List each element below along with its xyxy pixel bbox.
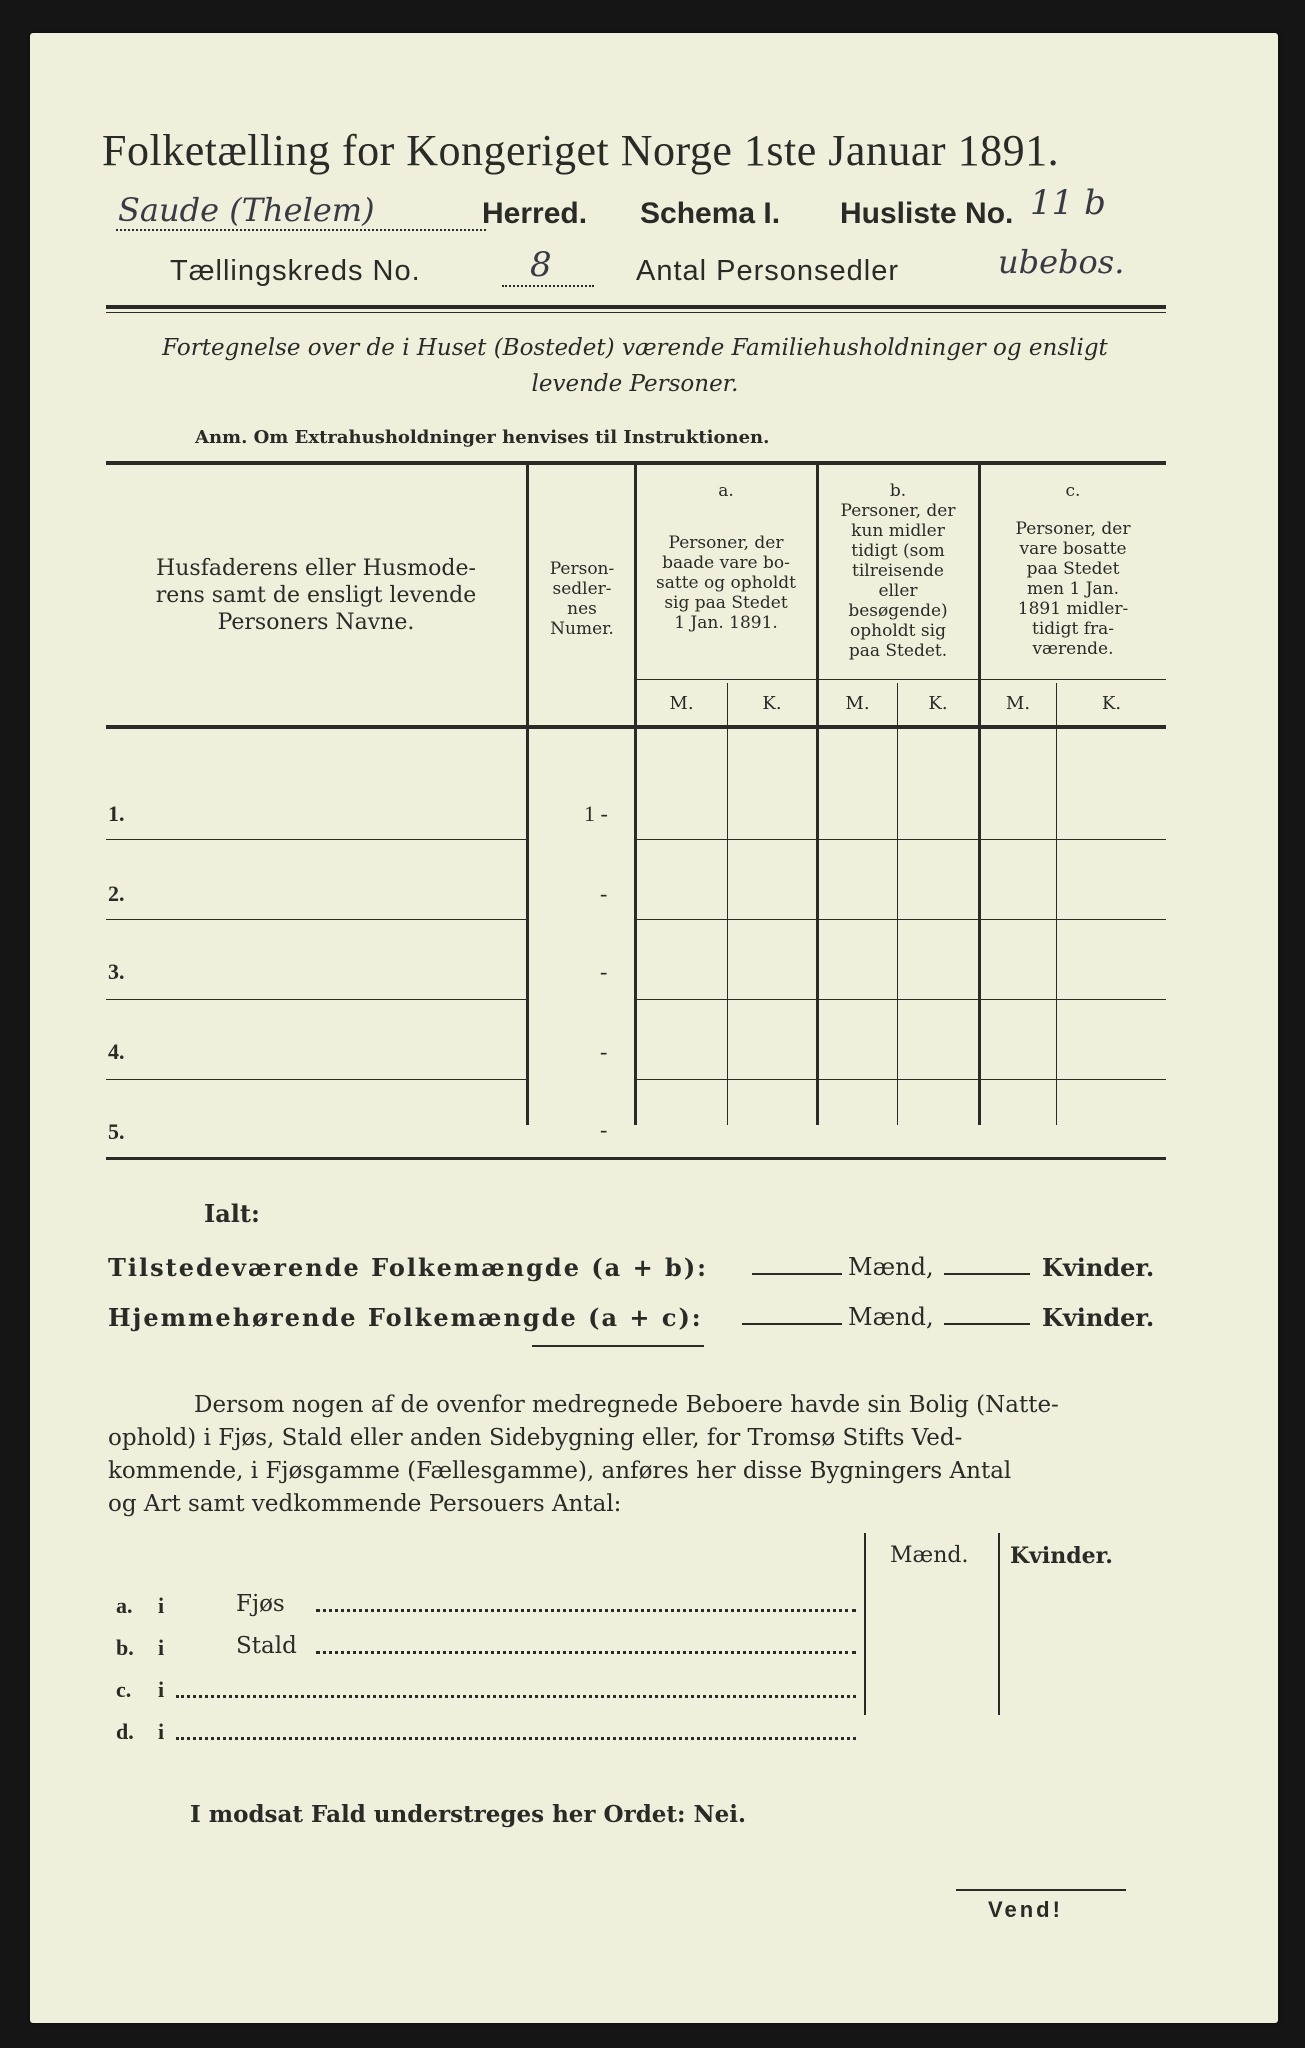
a-m-header: M. <box>669 693 694 714</box>
building-row-d-i: i <box>158 1719 165 1744</box>
hjemme-kvinder-blank <box>944 1323 1030 1325</box>
building-row-c-i: i <box>158 1677 165 1702</box>
tilstede-kvinder-label: Kvinder. <box>1042 1253 1155 1282</box>
building-row-b-letter: b. <box>116 1635 134 1660</box>
col-a-letter: a. <box>718 481 734 501</box>
a-k-header: K. <box>762 693 782 714</box>
tilstede-label: Tilstedeværende Folkemængde (a + b): <box>108 1253 709 1282</box>
col-number-header: Person- sedler- nes Numer. <box>549 559 615 639</box>
ialt-label: Ialt: <box>204 1199 260 1228</box>
building-row-c-dots <box>176 1695 856 1698</box>
building-row-d-letter: d. <box>116 1719 134 1744</box>
mk-divider-c <box>1056 683 1057 1125</box>
building-row-a-dots <box>316 1609 856 1612</box>
row-4-number: 4. <box>108 1039 125 1064</box>
buildings-kvinder-header: Kvinder. <box>1010 1543 1113 1569</box>
row-3-number: 3. <box>108 959 125 984</box>
row-5-sedel: - <box>600 1117 608 1142</box>
row-4-rule-right <box>636 1079 1166 1080</box>
intro-line-2: levende Personer. <box>531 371 739 397</box>
place-handwritten: Saude (Thelem) <box>118 191 375 229</box>
schema-label: Schema I. <box>640 197 781 230</box>
buildings-maend-header: Mænd. <box>890 1543 969 1568</box>
mk-divider-b <box>897 683 898 1125</box>
intro-line-1: Fortegnelse over de i Huset (Bostedet) værende Familiehusholdninger og ensligt <box>162 335 1108 361</box>
census-form-page <box>30 33 1278 2023</box>
tilstede-kvinder-blank <box>944 1273 1030 1275</box>
row-3-rule-right <box>636 999 1166 1000</box>
row-1-rule-right <box>636 839 1166 840</box>
buildings-paragraph: Dersom nogen af de ovenfor medregnede Beboere havde sin Bolig (Natte- ophold) i Fjøs, Stald eller anden Sidebygning eller, for Tromsø Stifts Ved- kommende, i Fjøsgamme (Fællesgamme), anføres her disse Bygningers Antal og Art samt vedkommende Persouers Antal: <box>108 1392 1059 1517</box>
col-c-header: Personer, der vare bosatte paa Stedet men 1 Jan. 1891 midler- tidigt fra- værende. <box>1015 519 1131 659</box>
mk-top-rule <box>636 679 1166 680</box>
building-row-b-dots <box>316 1651 856 1654</box>
row-5-number: 5. <box>108 1119 125 1144</box>
col-divider-1 <box>526 465 529 1125</box>
building-row-b-name: Stald <box>236 1633 297 1659</box>
husliste-label: Husliste No. <box>840 197 1014 230</box>
antal-handwritten: ubebos. <box>998 243 1125 281</box>
husliste-number-handwritten: 11 b <box>1030 183 1106 223</box>
tilstede-maend-blank <box>752 1273 842 1275</box>
row-2-rule <box>106 919 526 920</box>
row-1-sedel: 1 - <box>584 801 608 826</box>
hjemme-maend-label: Mænd, <box>848 1303 934 1331</box>
c-k-header: K. <box>1101 693 1122 714</box>
row-2-sedel: - <box>600 881 608 906</box>
kreds-number-handwritten: 8 <box>530 245 552 285</box>
col-a-header: Personer, der baade vare bo- satte og opholdt sig paa Stedet 1 Jan. 1891. <box>656 533 796 633</box>
row-2-number: 2. <box>108 881 125 906</box>
tilstede-maend-label: Mænd, <box>848 1253 934 1281</box>
form-title: Folketælling for Kongeriget Norge 1ste Januar 1891. <box>102 126 1060 175</box>
col-b-letter: b. <box>889 481 907 501</box>
row-3-sedel: - <box>600 959 608 984</box>
vend-rule <box>956 1889 1126 1891</box>
place-dotted-line <box>116 229 486 231</box>
b-m-header: M. <box>845 693 870 714</box>
col-b-header: Personer, der kun midler tidigt (som tilreisende eller besøgende) opholdt sig paa Stedet. <box>840 501 956 661</box>
c-m-header: M. <box>1005 693 1031 714</box>
hjemme-kvinder-label: Kvinder. <box>1042 1303 1155 1332</box>
kreds-label: Tællingskreds No. <box>170 255 421 287</box>
herred-label: Herred. <box>482 197 588 230</box>
hjemme-label: Hjemmehørende Folkemængde (a + c): <box>108 1303 703 1332</box>
row-3-rule <box>106 999 526 1000</box>
building-row-a-i: i <box>158 1593 165 1618</box>
row-4-rule <box>106 1079 526 1080</box>
buildings-divider-1 <box>864 1533 866 1715</box>
anm-note: Anm. Om Extrahusholdninger henvises til Instruktionen. <box>195 427 770 448</box>
row-2-rule-right <box>636 919 1166 920</box>
hjemme-maend-blank <box>742 1323 842 1325</box>
table-bottom-rule <box>106 1157 1166 1160</box>
header-rule-thin <box>106 312 1166 313</box>
antal-label: Antal Personsedler <box>636 255 900 287</box>
modsat-note: I modsat Fald understreges her Ordet: Nei. <box>190 1801 746 1828</box>
col-c-letter: c. <box>1065 481 1081 501</box>
building-row-d-dots <box>176 1737 856 1740</box>
mk-divider-a <box>727 683 728 1125</box>
b-k-header: K. <box>928 693 948 714</box>
vend-label: Vend! <box>988 1897 1063 1922</box>
building-row-a-letter: a. <box>116 1593 133 1618</box>
col-names-header: Husfaderens eller Husmode- rens samt de ensligt levende Personers Navne. <box>155 556 477 635</box>
header-rule <box>106 305 1166 309</box>
building-row-c-letter: c. <box>116 1677 132 1702</box>
building-row-a-name: Fjøs <box>236 1591 285 1617</box>
section-divider <box>532 1345 704 1347</box>
kreds-dotted-line <box>502 285 594 287</box>
row-4-sedel: - <box>600 1039 608 1064</box>
row-1-number: 1. <box>108 801 125 826</box>
buildings-divider-2 <box>998 1533 1000 1715</box>
building-row-b-i: i <box>158 1635 165 1660</box>
row-1-rule <box>106 839 526 840</box>
